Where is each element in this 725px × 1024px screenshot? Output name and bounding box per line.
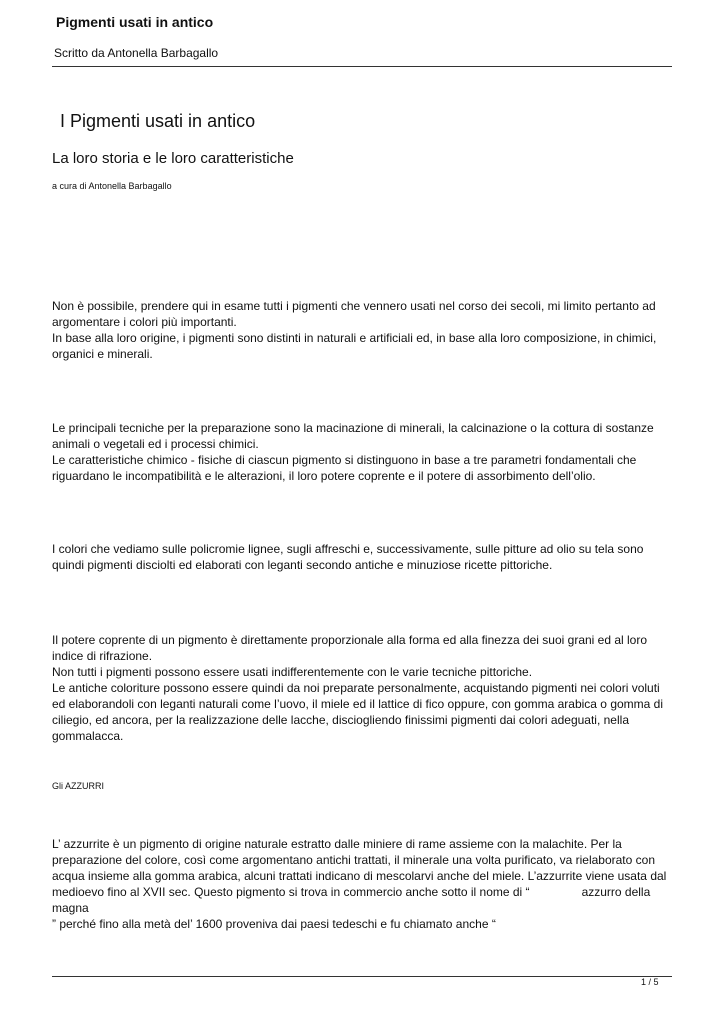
paragraph-line: Le principali tecniche per la preparazione sono la macinazione di minerali, la calcinazione o la cottura di sostanze animali o vegetali ed i processi chimici.	[52, 421, 654, 451]
footer-divider	[52, 976, 672, 977]
header-title: Pigmenti usati in antico	[56, 14, 214, 30]
paragraph-line: Non tutti i pigmenti possono essere usati indifferentemente con le varie tecniche pittoriche.	[52, 665, 533, 679]
azzurrite-text: L’ azzurrite è un pigmento di origine naturale estratto dalle miniere di rame assieme con la malachite. Per la preparazione del colore, così come argomentano antichi trattati, il minerale una volta purificato, va rielaborato con acqua insieme alla gomma arabica, alcuni trattati indicano di mescolarvi anche del miele. L’azzurrite viene usata dal medioevo fino al XVII sec. Questo pigmento si trova in commercio anche sotto il nome di “	[52, 837, 667, 899]
paragraph-line: I colori che vediamo sulle policromie lignee, sugli affreschi e, successivamente, sulle pitture ad olio su tela sono quindi pigmenti disciolti ed elaborati con leganti secondo antiche e minuziose ricette pittoriche.	[52, 542, 644, 572]
document-subtitle: La loro storia e le loro caratteristiche	[52, 150, 294, 167]
document-title: I Pigmenti usati in antico	[60, 111, 256, 131]
paragraph-techniques	[52, 420, 674, 484]
paragraph-line: Le antiche coloriture possono essere quindi da noi preparate personalmente, acquistando pigmenti nei colori voluti ed elaborandoli con leganti naturali come l’uovo, il miele ed il lattice di fico oppure, con gomma arabica o gomma di ciliegio, ed ancora, per la realizzazione delle lacche, disciogliendo finissimi pigmenti dai colori adeguati, nella gommalacca.	[52, 681, 664, 743]
azzurro-della-magna-term: azzurro della magna	[52, 885, 651, 915]
paragraph-line: Non è possibile, prendere qui in esame tutti i pigmenti che vennero usati nel corso dei secoli, mi limito pertanto ad argomentare i colori più importanti.	[52, 299, 656, 329]
paragraph-line: In base alla loro origine, i pigmenti sono distinti in naturali e artificiali ed, in base alla loro composizione, in chimici, organici e minerali.	[52, 331, 657, 361]
paragraph-azzurrite	[52, 836, 674, 932]
paragraph-line: Le caratteristiche chimico - fisiche di ciascun pigmento si distinguono in base a tre parametri fondamentali che riguardano le incompatibilità e le alterazioni, il loro potere coprente e il potere di assorbimento dell’olio.	[52, 453, 637, 483]
paragraph-line: Il potere coprente di un pigmento è direttamente proporzionale alla forma ed alla finezza dei suoi grani ed al loro indice di rifrazione.	[52, 633, 648, 663]
page-number: 1 / 5	[641, 977, 659, 987]
curated-by: a cura di Antonella Barbagallo	[52, 181, 172, 191]
paragraph-coverage	[52, 632, 674, 744]
section-heading-azzurri: Gli AZZURRI	[52, 781, 105, 791]
azzurrite-tail: ” perché fino alla metà del’ 1600 proveniva dai paesi tedeschi e fu chiamato anche “	[52, 917, 496, 931]
paragraph-intro	[52, 298, 674, 362]
header-divider	[52, 66, 672, 67]
header-author: Scritto da Antonella Barbagallo	[54, 46, 219, 60]
paragraph-colors	[52, 541, 674, 573]
